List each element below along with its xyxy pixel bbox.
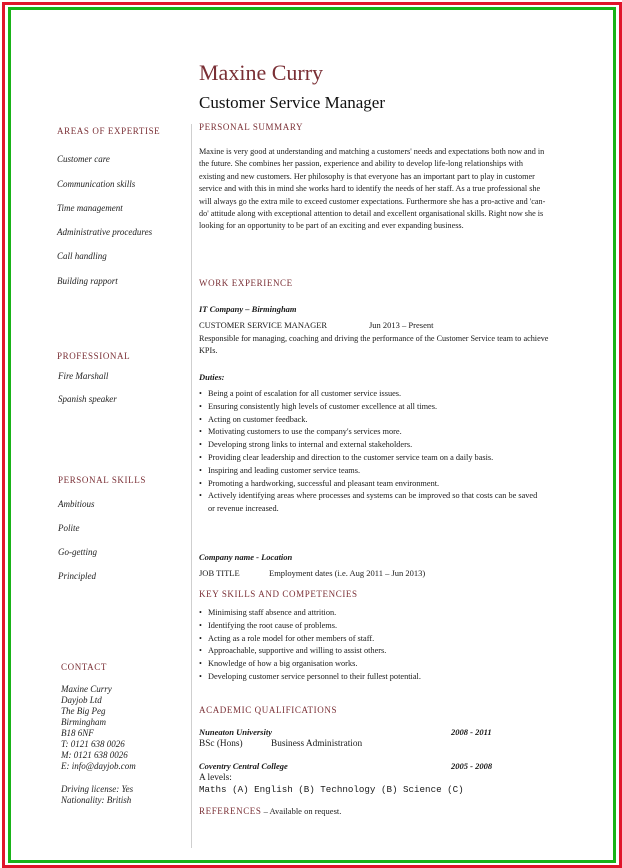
key-skill-item: • Knowledge of how a big organisation works. [199, 658, 544, 671]
job1-company: IT Company – Birmingham [199, 304, 297, 314]
candidate-role: Customer Service Manager [199, 93, 385, 112]
duty-item: • Actively identifying areas where processes and systems can be improved so that costs can be saved or revenue increased. [199, 490, 544, 516]
key-skill-item: • Minimising staff absence and attrition. [199, 607, 544, 620]
key-skill-item: • Acting as a role model for other members of staff. [199, 633, 544, 646]
job1-title-row [199, 320, 433, 330]
contact-driving-license: Driving license: Yes [61, 784, 134, 794]
expertise-item: Call handling [57, 251, 107, 261]
job1-dates: Jun 2013 – Present [369, 320, 434, 330]
professional-item: Fire Marshall [58, 371, 109, 381]
uni-degree-row [199, 739, 362, 749]
contact-address-line: The Big Peg [61, 706, 106, 716]
contact-name: Maxine Curry [61, 684, 112, 694]
duties-label: Duties: [199, 372, 225, 382]
duty-item: • Being a point of escalation for all customer service issues. [199, 388, 544, 401]
college-years: 2005 - 2008 [451, 761, 493, 771]
duty-item: • Acting on customer feedback. [199, 414, 544, 427]
key-skills-list [199, 607, 544, 684]
references-text: – Available on request. [263, 806, 342, 816]
key-skill-item: • Approachable, supportive and willing to assist others. [199, 645, 544, 658]
duty-item: • Developing strong links to internal and external stakeholders. [199, 439, 544, 452]
job2-company: Company name - Location [199, 552, 293, 562]
professional-heading: PROFESSIONAL [57, 351, 131, 361]
duty-item: • Promoting a hardworking, successful and pleasant team environment. [199, 478, 544, 491]
uni-name: Nuneaton University [199, 727, 272, 737]
personal-skill-item: Go-getting [58, 547, 97, 557]
references-heading: REFERENCES [199, 806, 262, 816]
key-skill-item: • Identifying the root cause of problems. [199, 620, 544, 633]
personal-skills-heading: PERSONAL SKILLS [58, 475, 146, 485]
expertise-item: Administrative procedures [57, 227, 153, 237]
job2-title-row [199, 568, 425, 578]
contact-city: Birmingham [61, 717, 106, 727]
duty-item: • Providing clear leadership and direction to the customer service team on a daily basis. [199, 452, 544, 465]
references-row [199, 806, 341, 816]
expertise-item: Communication skills [57, 179, 136, 189]
key-skill-item: • Developing customer service personnel to their fullest potential. [199, 671, 544, 684]
duty-item: • Motivating customers to use the company's services more. [199, 426, 544, 439]
contact-email[interactable]: E: info@dayjob.com [61, 761, 136, 771]
job1-description: Responsible for managing, coaching and driving the performance of the Customer Service team to achieve KPIs. [199, 334, 549, 355]
personal-summary-heading: PERSONAL SUMMARY [199, 122, 304, 132]
key-skills-heading: KEY SKILLS AND COMPETENCIES [199, 589, 358, 599]
uni-subject: Business Administration [271, 739, 363, 749]
job2-dates: Employment dates (i.e. Aug 2011 – Jun 2013) [269, 568, 426, 578]
column-divider [191, 124, 192, 848]
expertise-item: Customer care [57, 154, 110, 164]
work-experience-heading: WORK EXPERIENCE [199, 278, 293, 288]
professional-item: Spanish speaker [58, 394, 117, 404]
contact-company: Dayjob Ltd [61, 695, 102, 705]
expertise-item: Time management [57, 203, 123, 213]
academic-heading: ACADEMIC QUALIFICATIONS [199, 705, 338, 715]
contact-heading: CONTACT [61, 662, 107, 672]
personal-skill-item: Polite [58, 523, 80, 533]
candidate-name: Maxine Curry [199, 60, 324, 85]
college-name: Coventry Central College [199, 761, 288, 771]
duties-list [199, 388, 544, 516]
duty-item: • Ensuring consistently high levels of customer excellence at all times. [199, 401, 544, 414]
personal-skill-item: Principled [58, 571, 96, 581]
uni-degree: BSc (Hons) [199, 739, 243, 749]
contact-block [61, 684, 136, 806]
expertise-heading: AREAS OF EXPERTISE [57, 126, 161, 136]
duty-item: • Inspiring and leading customer service teams. [199, 465, 544, 478]
contact-telephone: T: 0121 638 0026 [61, 739, 125, 749]
personal-skill-item: Ambitious [58, 499, 95, 509]
job1-title: CUSTOMER SERVICE MANAGER [199, 320, 328, 330]
job2-title: JOB TITLE [199, 568, 240, 578]
college-level: A levels: [199, 773, 232, 783]
college-subjects: Maths (A) English (B) Technology (B) Science (C) [199, 784, 464, 795]
personal-summary-text: Maxine is very good at understanding and matching a customers' needs and expectations both now and in the future. She combines her passion, experience and ability to develop life-long relationships with existing and new customers. Her philosophy is that everyone has an important part to play in customer service and with this in mind she works hard to identify the needs of her staff. As a true professional she will always go the extra mile to exceed customer expectations. Furthermore she has a pro-active and 'can-do' attitude along with exceptional attention to detail and excellent organisational skills. Right now she is looking for an opportunity to be part of an exciting and ever expanding business. [199, 147, 546, 231]
expertise-item: Building rapport [57, 276, 118, 286]
uni-years: 2008 - 2011 [451, 727, 492, 737]
contact-mobile: M: 0121 638 0026 [61, 750, 128, 760]
contact-postcode: B18 6NF [61, 728, 94, 738]
contact-nationality: Nationality: British [61, 795, 132, 805]
